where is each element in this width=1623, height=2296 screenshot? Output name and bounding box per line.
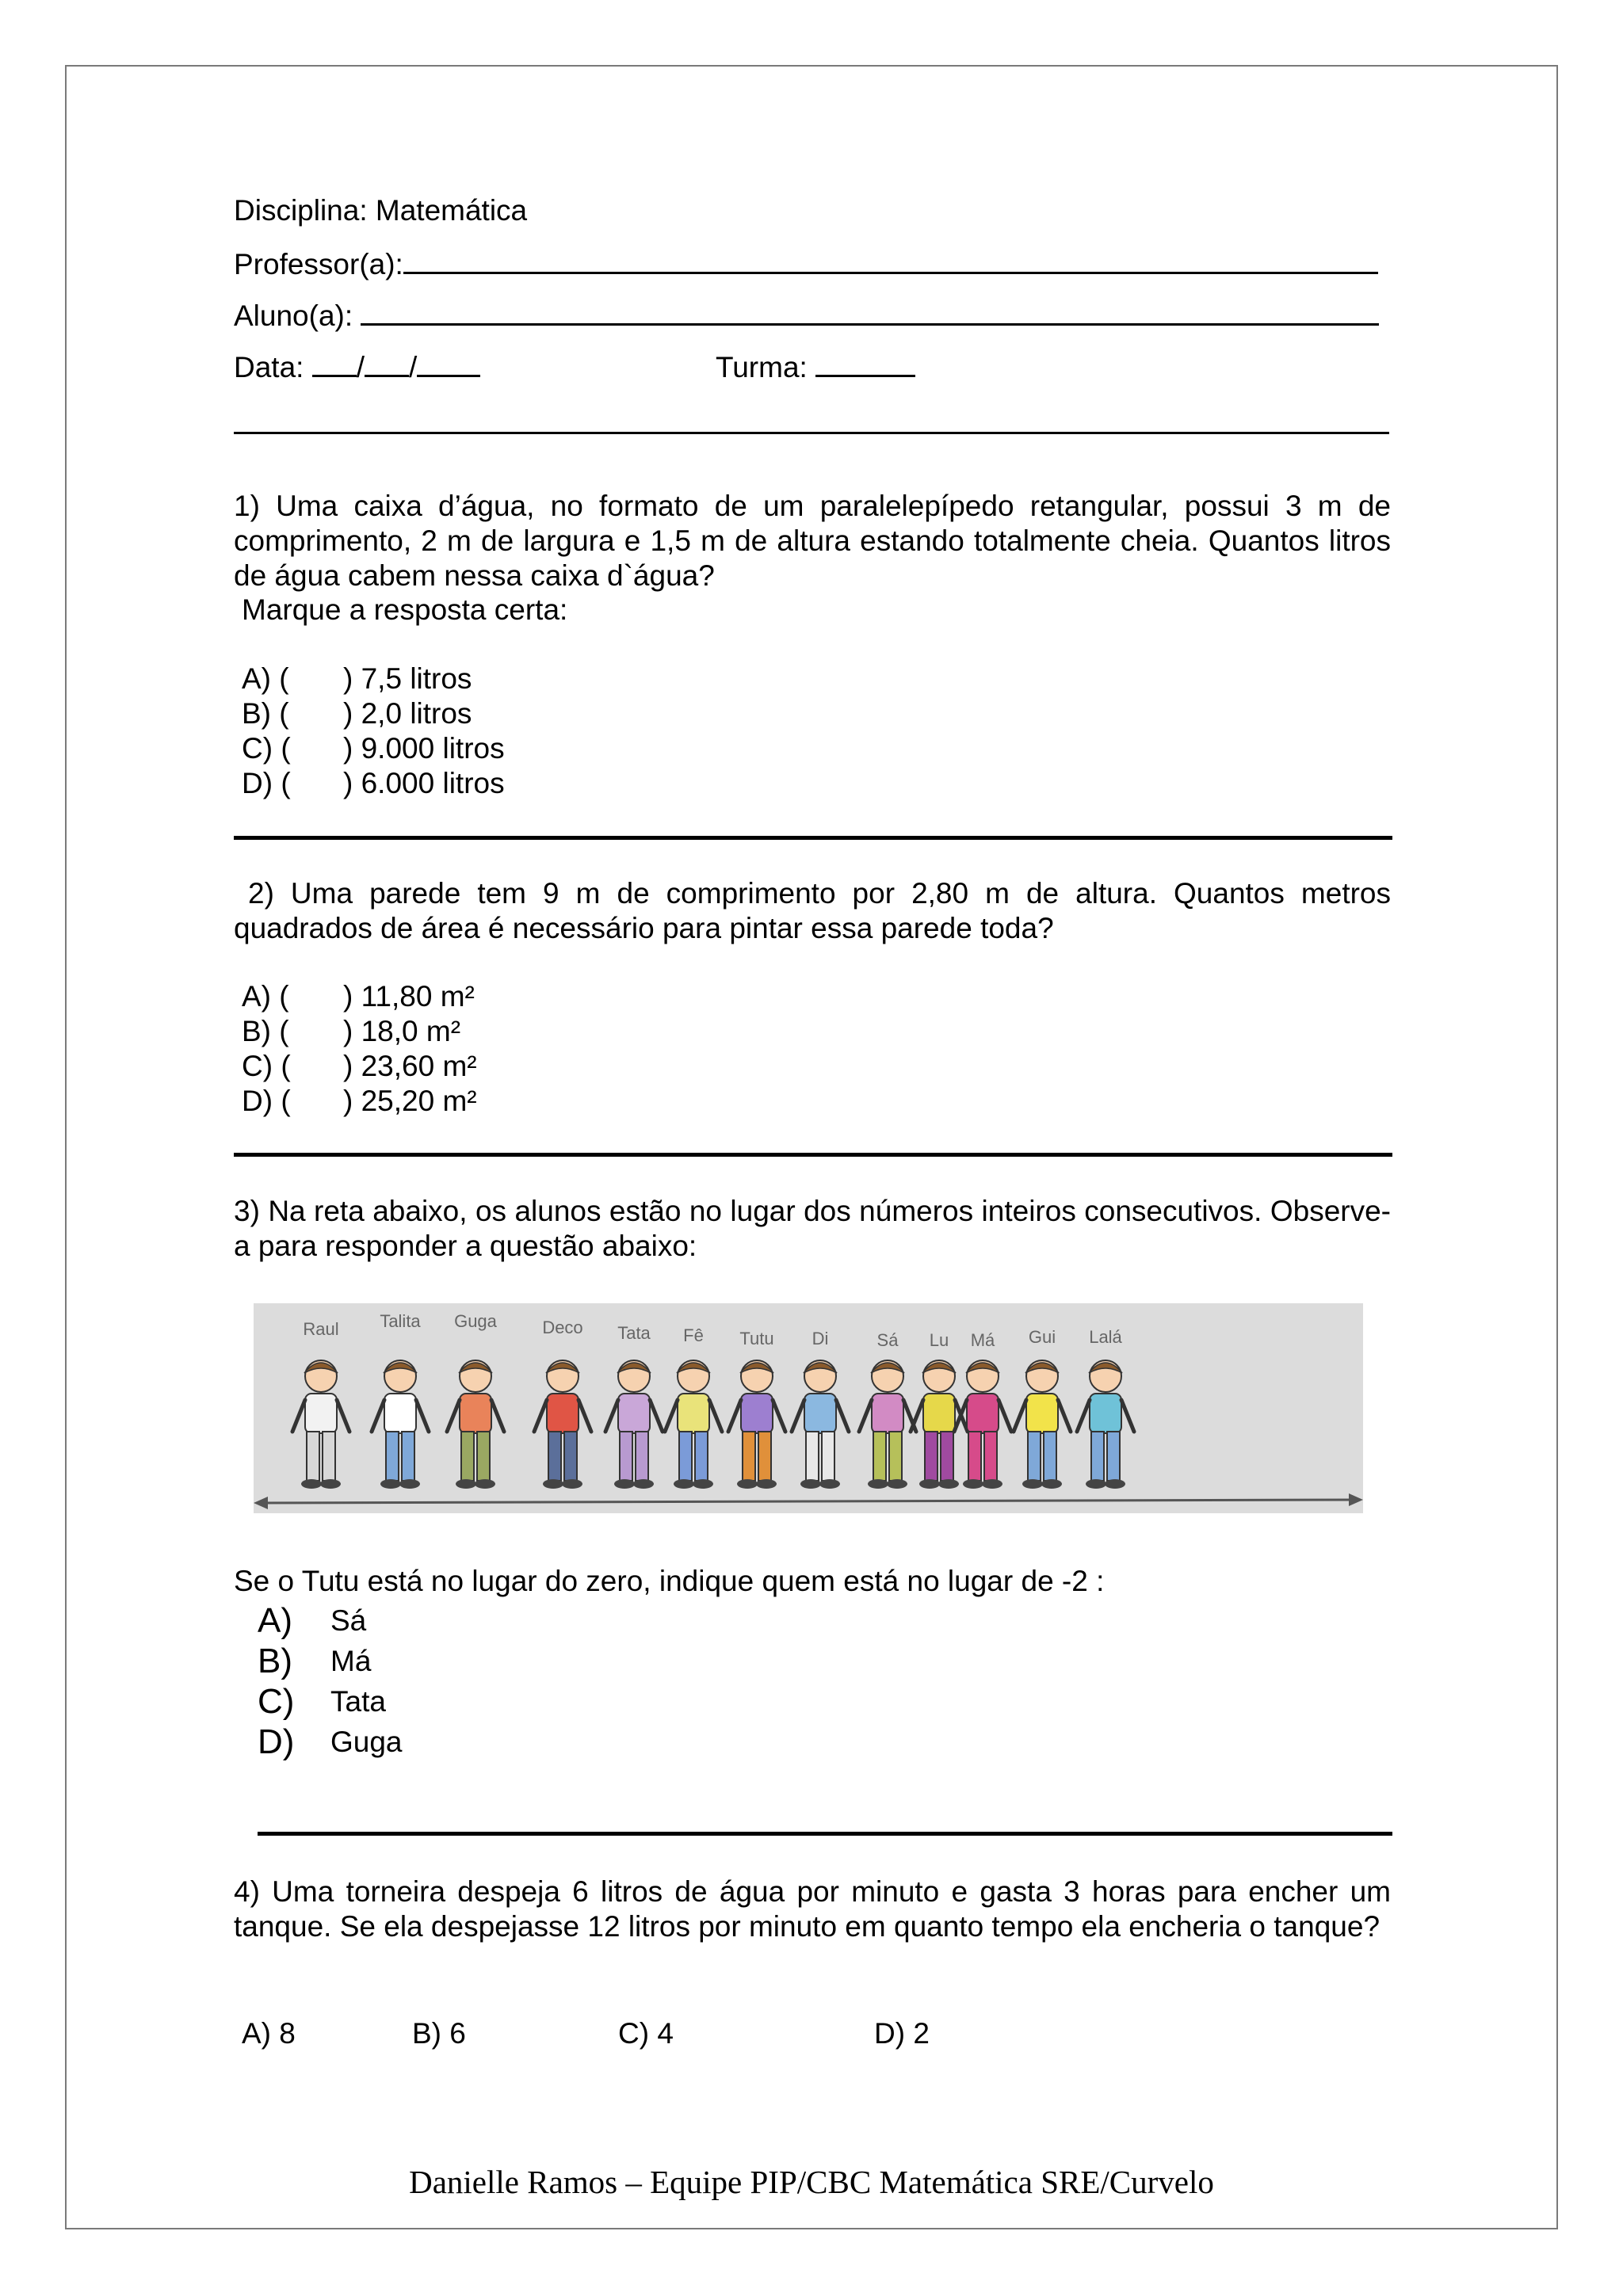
class-blank[interactable]: [815, 348, 915, 377]
number-line-svg: [254, 1303, 1363, 1513]
q1-option-d[interactable]: D) ( ) 6.000 litros: [242, 767, 505, 799]
q3-options: [258, 1600, 403, 1762]
student-name-label: Lu: [929, 1330, 949, 1350]
professor-line: [234, 245, 1378, 282]
q1-divider: [234, 836, 1392, 840]
student-name-label: Tata: [617, 1323, 651, 1343]
student-blank[interactable]: [361, 296, 1379, 326]
discipline-line: Disciplina: Matemática: [234, 194, 528, 227]
q2-text: 2) Uma parede tem 9 m de comprimento por 2,80 m de altura. Quantos metros quadrados de área é necessário para pintar essa parede toda?: [234, 877, 1391, 944]
q4-option-c[interactable]: C) 4: [618, 2017, 674, 2050]
q3-divider: [258, 1832, 1392, 1836]
student-name-label: Guga: [454, 1311, 497, 1331]
student-name-label: Sá: [876, 1330, 899, 1350]
q1-option-c[interactable]: C) ( ) 9.000 litros: [242, 732, 505, 765]
q4-text: 4) Uma torneira despeja 6 litros de água por minuto e gasta 3 horas para encher um tanque. Se ela despejasse 12 litros por minuto em quanto tempo ela encheria o tanque?: [234, 1875, 1391, 1943]
date-separator: /: [409, 351, 418, 383]
student-name-label: Talita: [380, 1311, 421, 1331]
student-name-label: Raul: [303, 1319, 339, 1339]
page-footer: Danielle Ramos – Equipe PIP/CBC Matemática SRE/Curvelo: [409, 2164, 1214, 2200]
student-label: Aluno(a):: [234, 299, 353, 332]
q2-option-a[interactable]: A) ( ) 11,80 m²: [242, 980, 475, 1013]
professor-label: Professor(a):: [234, 248, 403, 280]
date-line: [234, 348, 480, 385]
q3-question: Se o Tutu está no lugar do zero, indique quem está no lugar de -2 :: [234, 1565, 1105, 1597]
q1-instruction: Marque a resposta certa:: [242, 593, 568, 626]
student-name-label: Má: [970, 1330, 995, 1350]
q3-text: 3) Na reta abaixo, os alunos estão no lugar dos números inteiros consecutivos. Observe-a para responder a questão abaixo:: [234, 1195, 1391, 1262]
q3-option-d[interactable]: D) Guga: [258, 1722, 403, 1761]
q2-divider: [234, 1153, 1392, 1157]
student-name-label: Lalá: [1089, 1327, 1122, 1347]
date-year-blank[interactable]: [417, 348, 480, 377]
class-label: Turma:: [716, 351, 808, 383]
date-separator: /: [356, 351, 365, 383]
q4-option-b[interactable]: B) 6: [412, 2017, 466, 2050]
q3-option-c[interactable]: C) Tata: [258, 1681, 386, 1721]
student-line: [234, 296, 1379, 334]
q2-option-c[interactable]: C) ( ) 23,60 m²: [242, 1050, 477, 1082]
class-line: [716, 348, 915, 385]
q1-text: 1) Uma caixa d’água, no formato de um paralelepípedo retangular, possui 3 m de comprimento, 2 m de largura e 1,5 m de altura estando totalmente cheia. Quantos litros de água cabem nessa caixa d`água?: [234, 490, 1391, 592]
date-label: Data:: [234, 351, 304, 383]
q1-options: [242, 662, 505, 801]
student-name-label: Tutu: [739, 1329, 774, 1348]
q4-option-d[interactable]: D) 2: [874, 2017, 930, 2050]
q2-option-b[interactable]: B) ( ) 18,0 m²: [242, 1015, 461, 1047]
date-month-blank[interactable]: [365, 348, 409, 377]
student-name-label: Deco: [542, 1318, 583, 1337]
q1-option-b[interactable]: B) ( ) 2,0 litros: [242, 697, 472, 730]
student-name-label: Gui: [1028, 1327, 1056, 1347]
q2-option-d[interactable]: D) ( ) 25,20 m²: [242, 1085, 477, 1117]
q2-options: [242, 979, 477, 1119]
student-name-label: Di: [812, 1329, 829, 1348]
header-divider: [234, 432, 1389, 434]
number-line-illustration: [254, 1303, 1363, 1513]
q4-option-a[interactable]: A) 8: [242, 2017, 296, 2050]
q1-option-a[interactable]: A) ( ) 7,5 litros: [242, 662, 472, 695]
date-day-blank[interactable]: [312, 348, 357, 377]
q3-option-b[interactable]: B) Má: [258, 1641, 372, 1680]
student-name-label: Fê: [683, 1325, 704, 1345]
professor-blank[interactable]: [403, 245, 1378, 274]
q3-option-a[interactable]: A) Sá: [258, 1600, 367, 1640]
